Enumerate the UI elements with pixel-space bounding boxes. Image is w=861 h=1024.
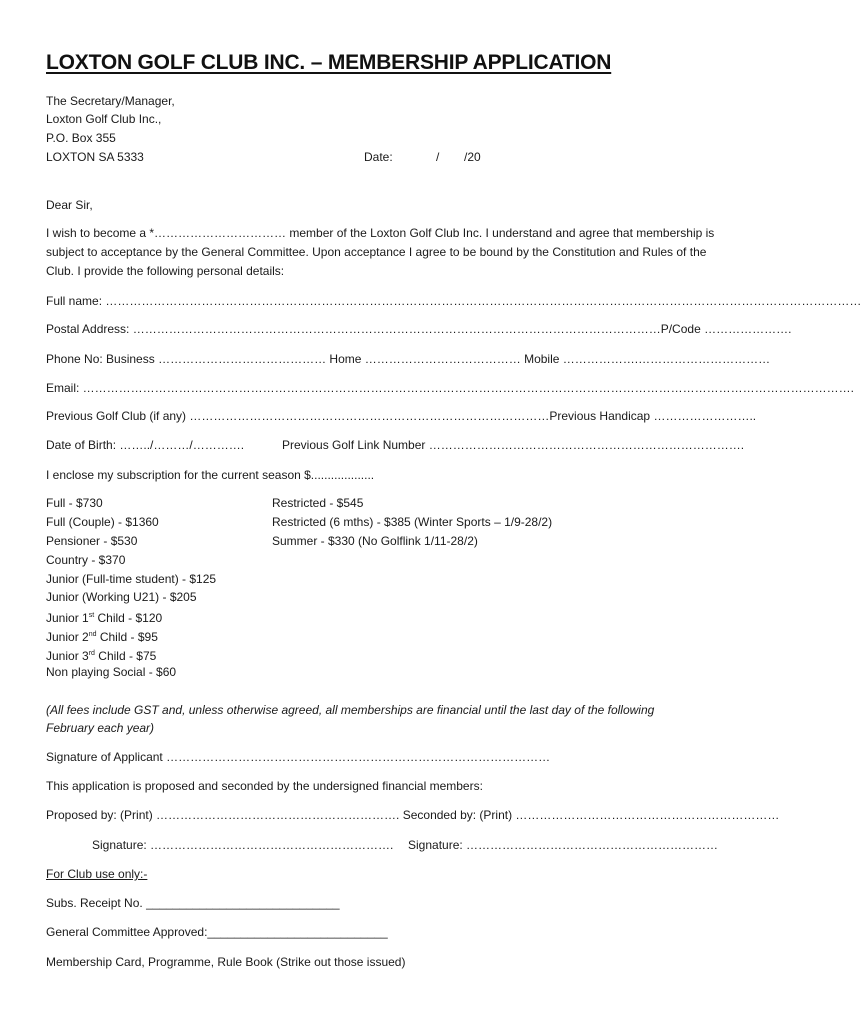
email-field: Email: …………………………………………………………………………………………………………………………………………………………………………. <box>46 381 855 395</box>
committee-label: General Committee Approved: <box>46 925 208 939</box>
fee-junior-3rd-pre: Junior 3 <box>46 649 89 663</box>
previous-club-field: Previous Golf Club (if any) ………………………………………………………………………………Previous Handicap …………………….. <box>46 409 757 423</box>
fee-junior-student: Junior (Full-time student) - $125 <box>46 572 217 586</box>
fee-junior-working: Junior (Working U21) - $205 <box>46 590 197 604</box>
fee-junior-1st-pre: Junior 1 <box>46 611 89 625</box>
receipt-line: _____________________________ <box>146 896 340 910</box>
address-line-1: The Secretary/Manager, <box>46 94 175 108</box>
committee-approved-field <box>46 924 388 940</box>
fees-note-line-1: (All fees include GST and, unless otherwise agreed, all memberships are financial until the last day of the following <box>46 703 655 717</box>
salutation: Dear Sir, <box>46 198 93 212</box>
fee-summer: Summer - $330 (No Golflink 1/11-28/2) <box>272 534 478 548</box>
subscription-line: I enclose my subscription for the current season $................... <box>46 468 375 482</box>
phone-field: Phone No: Business …………………………………… Home ………………………………… Mobile ……………….…………………………… <box>46 352 771 366</box>
seconder-signature-field: Signature: ……………………………………………………… <box>408 838 719 852</box>
address-line-3: P.O. Box 355 <box>46 131 116 145</box>
date-year: /20 <box>464 150 481 164</box>
fee-restricted: Restricted - $545 <box>272 496 364 510</box>
fee-full-couple: Full (Couple) - $1360 <box>46 515 159 529</box>
fee-junior-1st-post: Child - $120 <box>94 611 163 625</box>
receipt-label: Subs. Receipt No. <box>46 896 147 910</box>
fee-junior-1st-child <box>46 608 162 626</box>
fee-junior-3rd-sup: rd <box>88 650 95 657</box>
club-use-heading: For Club use only:- <box>46 867 148 881</box>
golflink-field: Previous Golf Link Number ……………………………………………………………………. <box>282 438 745 452</box>
address-line-4: LOXTON SA 5333 <box>46 150 144 164</box>
fee-junior-3rd-child <box>46 646 156 664</box>
fee-social: Non playing Social - $60 <box>46 665 177 679</box>
form-title: LOXTON GOLF CLUB INC. – MEMBERSHIP APPLICATION <box>46 51 612 74</box>
fee-junior-3rd-post: Child - $75 <box>94 649 157 663</box>
full-name-field: Full name: ……………………………………………………………………………………………………………………………………………………………………… <box>46 294 861 308</box>
proposal-statement: This application is proposed and seconded by the undersigned financial members: <box>46 779 483 793</box>
proposer-seconder-field: Proposed by: (Print) ……………………………………………………. Seconded by: (Print) ………………………………………………………… <box>46 808 780 822</box>
date-label: Date: <box>364 150 393 164</box>
fee-junior-2nd-post: Child - $95 <box>96 630 158 644</box>
fee-junior-2nd-child <box>46 627 158 645</box>
postal-address-field: Postal Address: ……………………………………………………………………………………………………………………P/Code …………………. <box>46 322 792 336</box>
date-day-slash: / <box>436 150 440 164</box>
committee-line: ___________________________ <box>207 925 388 939</box>
membership-card-line: Membership Card, Programme, Rule Book (Strike out those issued) <box>46 955 406 969</box>
date-of-birth-field: Date of Birth: ……../………/…………. <box>46 438 245 452</box>
fee-junior-2nd-sup: nd <box>88 631 97 638</box>
address-line-2: Loxton Golf Club Inc., <box>46 112 162 126</box>
fee-junior-2nd-pre: Junior 2 <box>46 630 89 644</box>
proposer-signature-field: Signature: ……………………………………………………. <box>92 838 394 852</box>
receipt-number-field <box>46 895 340 911</box>
intro-paragraph: I wish to become a *…………………………… member of the Loxton Golf Club Inc. I understand and agree that membership is subject to acceptance by the General Committee. Upon acceptance I agree to be bound by the Constitution and Rules of the Club. I provide the following personal details: <box>46 226 715 278</box>
applicant-signature-field: Signature of Applicant …………………………………………………………………………………… <box>46 750 551 764</box>
fee-full: Full - $730 <box>46 496 103 510</box>
fees-note-line-2: February each year) <box>46 721 155 735</box>
fee-junior-1st-sup: st <box>88 612 95 619</box>
fee-pensioner: Pensioner - $530 <box>46 534 138 548</box>
fee-country: Country - $370 <box>46 553 126 567</box>
fee-restricted-6mths: Restricted (6 mths) - $385 (Winter Sports – 1/9-28/2) <box>272 515 553 529</box>
